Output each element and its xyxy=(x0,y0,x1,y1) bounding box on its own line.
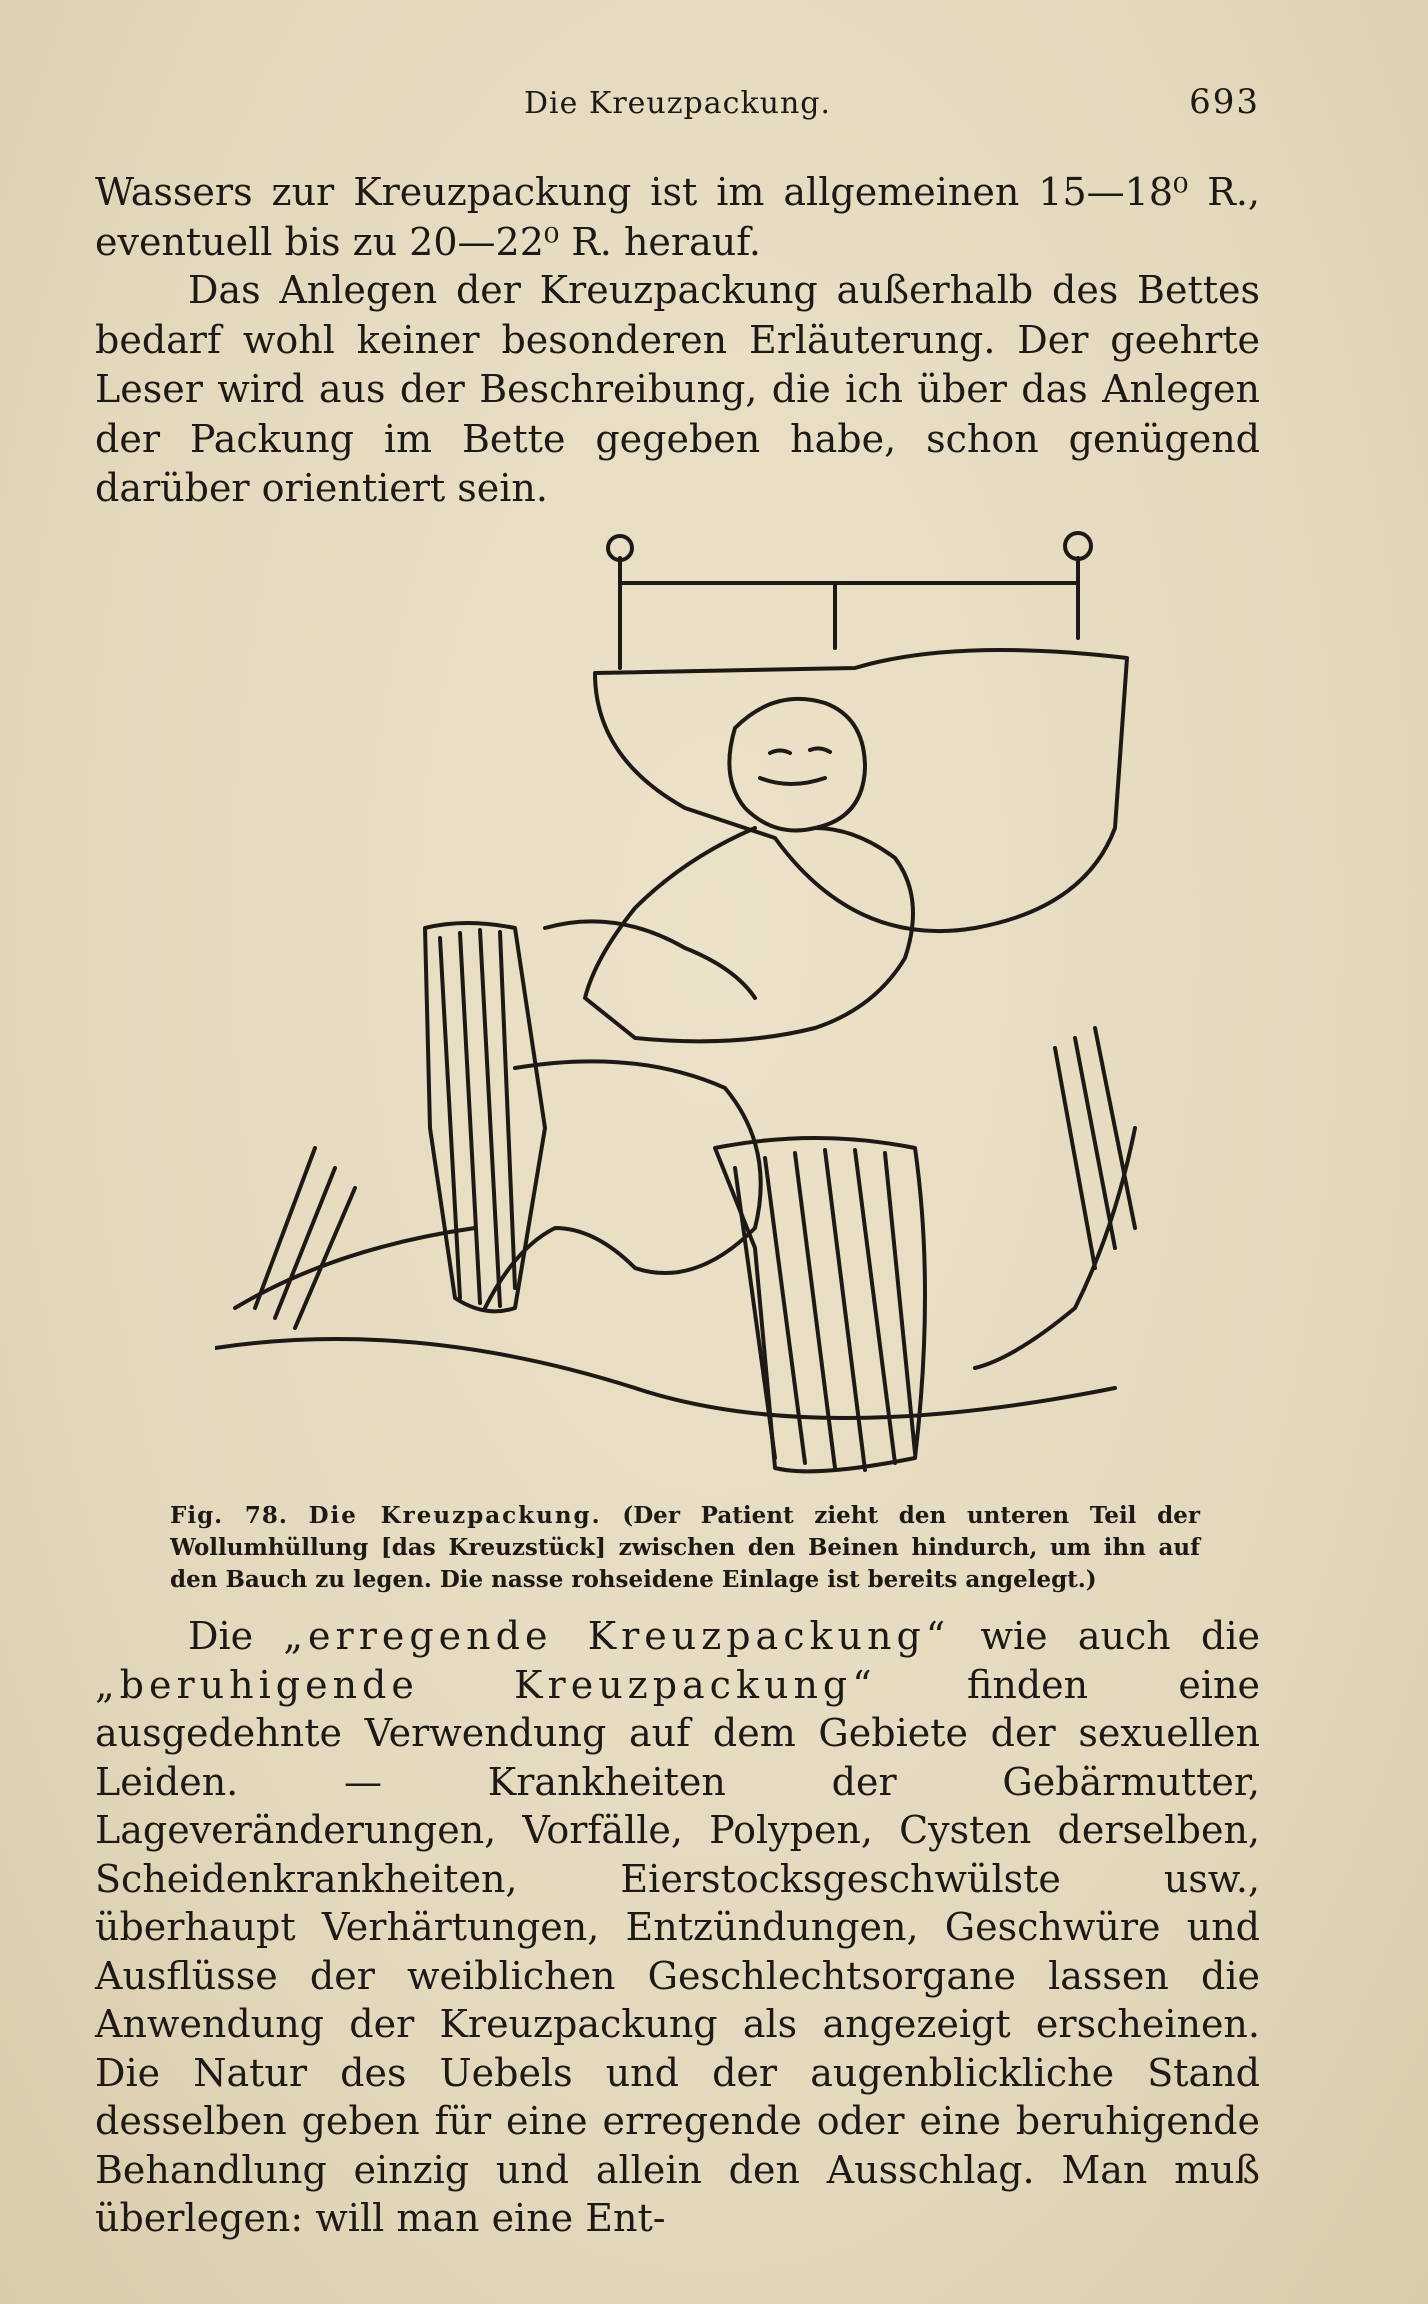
p3-start: Die xyxy=(188,1614,284,1658)
patient-torso xyxy=(585,828,913,1041)
figure-caption xyxy=(170,1500,1200,1596)
patient-head xyxy=(729,699,865,831)
patient-legs xyxy=(485,1061,761,1308)
figure-caption-text: (Der Patient zieht den unteren Teil der Wollumhüllung [das Kreuzstück] zwischen den Beinen hindurch, um ihn auf den Bauch zu legen. Die nasse rohseidene Einlage ist bereits angelegt.) xyxy=(170,1502,1200,1593)
p3-rest: finden eine ausgedehnte Verwendung auf dem Gebiete der sexuellen Leiden. — Krankheiten der Gebärmutter, Lageveränderungen, Vorfälle, Polypen, Cysten derselben, Scheidenkrankheiten, Eierstocksgeschwülste usw., überhaupt Verhärtungen, Entzündungen, Geschwüre und Ausflüsse der weiblichen Geschlechtsorgane lassen die Anwendung der Kreuzpackung als angezeigt erscheinen. Die Natur des Uebels und der augenblickliche Stand desselben geben für eine erregende oder eine beruhigende Behandlung einzig und allein den Ausschlag. Man muß überlegen: will man eine Ent- xyxy=(95,1662,1260,2240)
paragraph-applying-outside-bed: Das Anlegen der Kreuzpackung außerhalb des Bettes bedarf wohl keiner besonderen Erläuterung. Der geehrte Leser wird aus der Beschreibung, die ich über das Anlegen der Packung im Bette gegeben habe, schon genügend darüber orientiert sein. xyxy=(95,268,1260,510)
figure-title: Die Kreuzpackung. xyxy=(308,1502,602,1529)
p3-mid: wie auch die xyxy=(950,1614,1260,1658)
blanket xyxy=(715,1138,925,1471)
patient-arm xyxy=(545,921,755,998)
term-erregende: „erregende Kreuzpackung“ xyxy=(283,1614,951,1658)
page-header xyxy=(95,82,1260,132)
patient-in-bed-illustration xyxy=(215,528,1150,1498)
figure-label: Fig. 78. xyxy=(170,1502,288,1529)
paragraph-water-temperature: Wassers zur Kreuzpackung ist im allgemeinen 15—18⁰ R., eventuell bis zu 20—22⁰ R. herauf. xyxy=(95,170,1260,264)
figure-illustration xyxy=(215,528,1150,1498)
bed-sheet xyxy=(215,1228,1115,1418)
page-number: 693 xyxy=(1189,82,1260,122)
paragraph-applications xyxy=(95,1612,1260,2243)
running-title: Die Kreuzpackung. xyxy=(523,86,832,121)
term-beruhigende: „beruhigende Kreuzpackung“ xyxy=(95,1662,877,1707)
